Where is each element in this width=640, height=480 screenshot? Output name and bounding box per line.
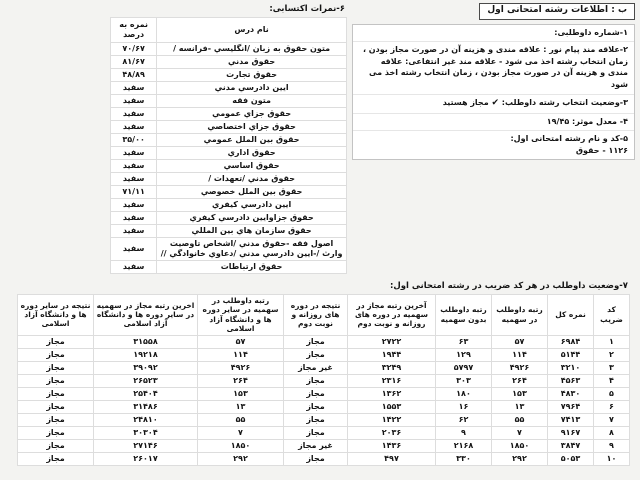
result-other-cell: مجاز xyxy=(18,439,94,452)
coefficient-row xyxy=(18,374,630,387)
last-allowed-rank-day-cell: ۱۵۵۳ xyxy=(348,400,436,413)
rank-without-quota-cell: ۱۲۹ xyxy=(436,348,492,361)
acquired-scores-section xyxy=(110,3,347,274)
score-row xyxy=(111,186,347,199)
rank-in-quota-cell: ۱۵۳ xyxy=(492,387,548,400)
last-allowed-rank-other-cell: ۳۹۰۹۲ xyxy=(94,361,198,374)
rank-in-quota-cell: ۱۳ xyxy=(492,400,548,413)
score-row xyxy=(111,147,347,160)
course-name-cell: حقوق مدني /تعهدات / xyxy=(157,173,347,186)
result-other-cell: مجاز xyxy=(18,361,94,374)
coefficient-row xyxy=(18,361,630,374)
total-score-cell: ۵۱۴۴ xyxy=(548,348,594,361)
course-name-cell: حقوق جزاوايين دادرسي کيفري xyxy=(157,212,347,225)
checkmark-icon: ✔ xyxy=(491,97,499,108)
result-day-cell: مجاز xyxy=(284,374,348,387)
coefficient-status-table xyxy=(17,294,630,466)
score-row xyxy=(111,238,347,261)
selection-status-row xyxy=(353,95,634,114)
payamnoor-interest-label: ۲-علاقه مند پیام نور : xyxy=(543,45,628,55)
section-b-title: ب : اطلاعات رشته امتحانی اول xyxy=(487,5,627,15)
last-allowed-rank-other-cell: ۳۱۵۵۸ xyxy=(94,335,198,348)
last-allowed-rank-day-cell: ۱۳۶۲ xyxy=(348,387,436,400)
course-score-cell: سفيد xyxy=(111,147,157,160)
last-allowed-rank-other-cell: ۲۷۱۴۶ xyxy=(94,439,198,452)
rank-in-quota-cell: ۵۷ xyxy=(492,335,548,348)
result-other-cell: مجاز xyxy=(18,426,94,439)
last-allowed-rank-other-cell: ۳۱۴۸۶ xyxy=(94,400,198,413)
selection-status-label: ۳-وضعیت انتخاب رشته داوطلب: xyxy=(501,97,628,107)
score-row xyxy=(111,43,347,56)
interest-note-row xyxy=(353,42,634,94)
rank-without-quota-cell: ۱۸۰ xyxy=(436,387,492,400)
last-allowed-rank-day-cell: ۱۹۴۴ xyxy=(348,348,436,361)
result-other-cell: مجاز xyxy=(18,413,94,426)
course-name-cell: حقوق ارتباطات xyxy=(157,261,347,274)
rank-in-quota-header: رتبه داوطلب در سهمیه xyxy=(492,295,548,336)
total-score-cell: ۵۰۵۳ xyxy=(548,452,594,465)
coefficient-row xyxy=(18,426,630,439)
course-name-cell: حقوق تجارت xyxy=(157,69,347,82)
last-allowed-rank-day-cell: ۲۳۱۶ xyxy=(348,374,436,387)
result-day-cell: غیر مجاز xyxy=(284,439,348,452)
payamnoor-interest-text: علاقه مندی و هزینه آن در صورت مجاز بودن ، زمان انتخاب رشته اخذ می شود - xyxy=(362,45,628,66)
coefficient-code-cell: ۳ xyxy=(594,361,630,374)
coefficient-code-cell: ۷ xyxy=(594,413,630,426)
result-day-cell: مجاز xyxy=(284,335,348,348)
coefficient-code-cell: ۱۰ xyxy=(594,452,630,465)
rank-without-quota-cell: ۹ xyxy=(436,426,492,439)
course-score-cell: سفيد xyxy=(111,82,157,95)
field-code-label: ۵-کد و نام رشته امتحانی اول: xyxy=(510,134,628,144)
last-allowed-rank-other-cell: ۲۶۵۲۳ xyxy=(94,374,198,387)
coefficient-code-cell: ۵ xyxy=(594,387,630,400)
last-allowed-rank-day-cell: ۱۴۲۲ xyxy=(348,413,436,426)
score-percent-header: نمره به درصد xyxy=(111,18,157,43)
total-score-cell: ۳۸۴۷ xyxy=(548,439,594,452)
result-other-courses-header: نتیجه در سایر دوره ها و دانشگاه آزاد اسلامی xyxy=(18,295,94,336)
total-score-cell: ۶۹۸۴ xyxy=(548,335,594,348)
last-allowed-rank-other-cell: ۲۶۰۱۷ xyxy=(94,452,198,465)
rank-without-quota-header: رتبه داوطلب بدون سهمیه xyxy=(436,295,492,336)
total-score-cell: ۹۱۶۷ xyxy=(548,426,594,439)
rank-without-quota-cell: ۵۷۹۷ xyxy=(436,361,492,374)
total-score-header: نمره کل xyxy=(548,295,594,336)
result-other-cell: مجاز xyxy=(18,452,94,465)
course-score-cell: ۳۵/۰۰ xyxy=(111,134,157,147)
course-name-cell: متون حقوق به زبان /انگليسي -فرانسه / xyxy=(157,43,347,56)
result-other-cell: مجاز xyxy=(18,335,94,348)
last-allowed-rank-other-cell: ۳۰۳۰۴ xyxy=(94,426,198,439)
result-other-cell: مجاز xyxy=(18,387,94,400)
result-other-cell: مجاز xyxy=(18,400,94,413)
section-b-header xyxy=(479,3,635,20)
coefficient-header-row xyxy=(18,295,630,336)
effective-gpa-row xyxy=(353,114,634,132)
scores-header-row xyxy=(111,18,347,43)
rank-other-courses-header: رتبه داوطلب در سهمیه در سایر دوره ها و دانشگاه آزاد اسلامی xyxy=(198,295,284,336)
course-name-cell: حقوق بين الملل عمومي xyxy=(157,134,347,147)
coefficient-code-header: کد ضریب xyxy=(594,295,630,336)
score-row xyxy=(111,160,347,173)
course-score-cell: سفيد xyxy=(111,225,157,238)
rank-in-quota-cell: ۲۹۲ xyxy=(492,452,548,465)
rank-other-cell: ۱۳ xyxy=(198,400,284,413)
course-score-cell: ۷۰/۶۷ xyxy=(111,43,157,56)
course-score-cell: سفيد xyxy=(111,261,157,274)
rank-without-quota-cell: ۱۶ xyxy=(436,400,492,413)
rank-in-quota-cell: ۱۸۵۰ xyxy=(492,439,548,452)
course-name-cell: حقوق اداري xyxy=(157,147,347,160)
rank-other-cell: ۲۹۲ xyxy=(198,452,284,465)
rank-other-cell: ۱۱۴ xyxy=(198,348,284,361)
rank-other-cell: ۷ xyxy=(198,426,284,439)
coefficient-code-cell: ۸ xyxy=(594,426,630,439)
rank-in-quota-cell: ۵۵ xyxy=(492,413,548,426)
course-name-header: نام درس xyxy=(157,18,347,43)
result-day-cell: مجاز xyxy=(284,426,348,439)
score-row xyxy=(111,56,347,69)
course-score-cell: سفيد xyxy=(111,160,157,173)
rank-without-quota-cell: ۲۱۶۸ xyxy=(436,439,492,452)
rank-in-quota-cell: ۱۱۴ xyxy=(492,348,548,361)
effective-gpa-value: ۱۹/۴۵ xyxy=(546,116,570,126)
score-row xyxy=(111,261,347,274)
course-score-cell: ۸۱/۶۷ xyxy=(111,56,157,69)
result-day-cell: مجاز xyxy=(284,387,348,400)
coefficient-row xyxy=(18,439,630,452)
course-name-cell: حقوق اساسي xyxy=(157,160,347,173)
course-score-cell: سفيد xyxy=(111,121,157,134)
coefficient-code-cell: ۱ xyxy=(594,335,630,348)
course-name-cell: متون فقه xyxy=(157,95,347,108)
course-score-cell: سفيد xyxy=(111,95,157,108)
applicant-number-label: ۱-شماره داوطلبی: xyxy=(554,27,628,37)
rank-without-quota-cell: ۳۳۰ xyxy=(436,452,492,465)
nonprofit-interest-label: علاقه مند غیر انتفاعی: xyxy=(405,56,497,66)
score-row xyxy=(111,134,347,147)
coefficient-row xyxy=(18,413,630,426)
last-allowed-rank-other-cell: ۲۴۸۱۰ xyxy=(94,413,198,426)
course-name-cell: حقوق مدني xyxy=(157,56,347,69)
total-score-cell: ۴۸۳۰ xyxy=(548,387,594,400)
course-name-cell: ايين دادرسي مدني xyxy=(157,82,347,95)
coefficient-row xyxy=(18,387,630,400)
effective-gpa-label: ۴- معدل موثر: xyxy=(572,116,628,126)
rank-other-cell: ۱۵۳ xyxy=(198,387,284,400)
coefficient-row xyxy=(18,400,630,413)
last-allowed-rank-day-cell: ۴۹۷ xyxy=(348,452,436,465)
rank-in-quota-cell: ۴۹۲۶ xyxy=(492,361,548,374)
score-row xyxy=(111,199,347,212)
course-name-cell: ايين دادرسي کيفري xyxy=(157,199,347,212)
course-score-cell: سفيد xyxy=(111,108,157,121)
rank-other-cell: ۵۵ xyxy=(198,413,284,426)
field-code-row xyxy=(353,131,634,159)
rank-without-quota-cell: ۶۲ xyxy=(436,413,492,426)
course-name-cell: حقوق سازمان هاي بين المللي xyxy=(157,225,347,238)
rank-in-quota-cell: ۷ xyxy=(492,426,548,439)
last-allowed-rank-day-cell: ۱۴۳۶ xyxy=(348,439,436,452)
rank-other-cell: ۴۹۲۶ xyxy=(198,361,284,374)
course-name-cell: حقوق بين الملل خصوصي xyxy=(157,186,347,199)
rank-without-quota-cell: ۳۰۳ xyxy=(436,374,492,387)
coefficient-code-cell: ۶ xyxy=(594,400,630,413)
total-score-cell: ۷۹۶۴ xyxy=(548,400,594,413)
rank-other-cell: ۵۷ xyxy=(198,335,284,348)
score-row xyxy=(111,108,347,121)
coefficient-row xyxy=(18,452,630,465)
result-other-cell: مجاز xyxy=(18,374,94,387)
course-score-cell: سفيد xyxy=(111,238,157,261)
score-row xyxy=(111,212,347,225)
course-score-cell: سفيد xyxy=(111,199,157,212)
result-day-cell: مجاز xyxy=(284,452,348,465)
result-day-cell: مجاز xyxy=(284,348,348,361)
score-row xyxy=(111,173,347,186)
total-score-cell: ۷۴۱۳ xyxy=(548,413,594,426)
rank-other-cell: ۱۸۵۰ xyxy=(198,439,284,452)
scores-table-body xyxy=(111,43,347,274)
rank-in-quota-cell: ۲۶۴ xyxy=(492,374,548,387)
last-allowed-rank-day-header: آخرین رتبه مجاز در سهمیه در دوره های روزانه و نوبت دوم xyxy=(348,295,436,336)
coefficient-code-cell: ۹ xyxy=(594,439,630,452)
score-row xyxy=(111,121,347,134)
score-row xyxy=(111,69,347,82)
course-score-cell: سفيد xyxy=(111,212,157,225)
result-other-cell: مجاز xyxy=(18,348,94,361)
total-score-cell: ۴۵۶۳ xyxy=(548,374,594,387)
scores-table xyxy=(110,17,347,274)
last-allowed-rank-other-cell: ۱۹۲۱۸ xyxy=(94,348,198,361)
course-name-cell: اصول فقه -حقوق مدني /اشخاص تاوصيت وارث /-ايين دادرسي مدني /دعاوي خانوادگي // xyxy=(157,238,347,261)
result-day-cell: غیر مجاز xyxy=(284,361,348,374)
total-score-cell: ۳۲۱۰ xyxy=(548,361,594,374)
coefficient-row xyxy=(18,335,630,348)
coefficient-code-cell: ۴ xyxy=(594,374,630,387)
course-score-cell: ۴۸/۸۹ xyxy=(111,69,157,82)
last-allowed-rank-day-cell: ۲۷۲۲ xyxy=(348,335,436,348)
result-day-courses-header: نتیجه در دوره های روزانه و نوبت دوم xyxy=(284,295,348,336)
applicant-number-row xyxy=(353,25,634,43)
coefficient-row xyxy=(18,348,630,361)
score-row xyxy=(111,95,347,108)
course-score-cell: سفيد xyxy=(111,173,157,186)
coefficient-status-section xyxy=(0,281,640,466)
coefficient-code-cell: ۲ xyxy=(594,348,630,361)
field-code-value: ۱۱۲۶ - حقوق xyxy=(575,145,628,155)
rank-other-cell: ۲۶۴ xyxy=(198,374,284,387)
result-day-cell: مجاز xyxy=(284,413,348,426)
coefficient-status-title: ۷-وضعیت داوطلب در هر کد ضریب در رشته امتحانی اول: xyxy=(390,281,628,291)
score-row xyxy=(111,225,347,238)
last-allowed-rank-day-cell: ۲۰۳۶ xyxy=(348,426,436,439)
nonprofit-interest-text: علاقه مندی و هزینه آن در صورت مجاز بودن ، زمان انتخاب رشته اخذ می شود xyxy=(369,56,628,90)
info-panel xyxy=(352,24,635,161)
last-allowed-rank-other-cell: ۲۵۴۰۴ xyxy=(94,387,198,400)
course-score-cell: ۷۱/۱۱ xyxy=(111,186,157,199)
coefficient-table-body xyxy=(18,335,630,465)
course-name-cell: حقوق جزاي اختصاصي xyxy=(157,121,347,134)
scores-title: ۶-نمرات اکتسابی: xyxy=(269,4,345,14)
selection-status-value: مجاز هستید xyxy=(442,97,489,107)
rank-without-quota-cell: ۶۳ xyxy=(436,335,492,348)
last-allowed-rank-day-cell: ۳۲۴۹ xyxy=(348,361,436,374)
course-name-cell: حقوق جزاي عمومي xyxy=(157,108,347,121)
first-exam-info-section xyxy=(352,3,635,274)
score-row xyxy=(111,82,347,95)
result-day-cell: مجاز xyxy=(284,400,348,413)
last-allowed-rank-other-header: اخرین رتبه مجاز در سهمیه در سایر دوره ها و دانشگاه آزاد اسلامی xyxy=(94,295,198,336)
